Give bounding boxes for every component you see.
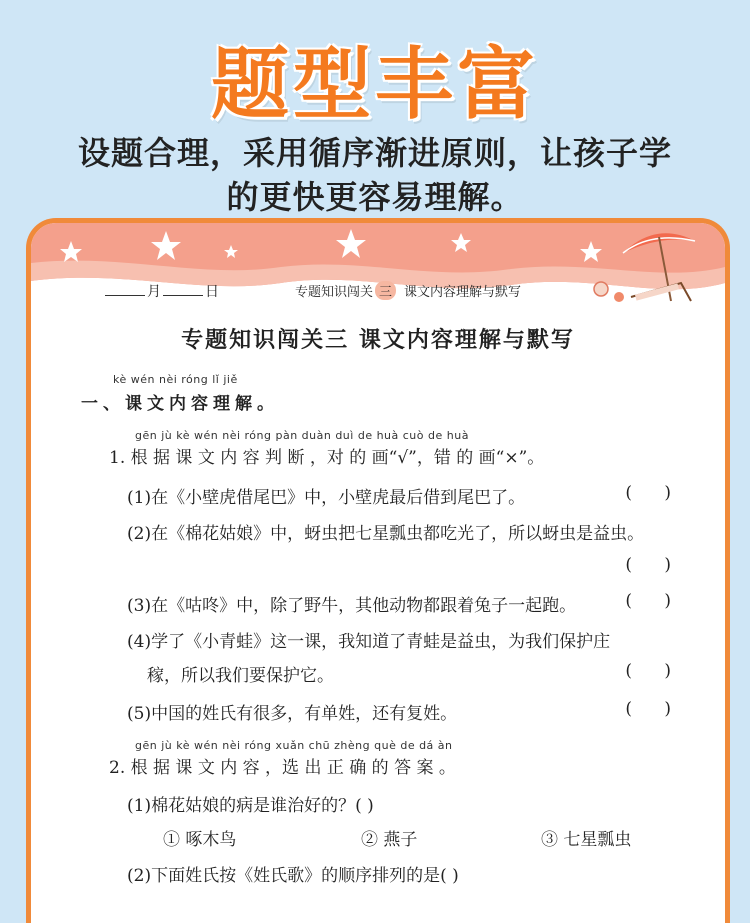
q1-pinyin: gēn jù kè wén nèi róng pàn duàn duì de huà cuò de huà <box>135 429 469 442</box>
section-pinyin: kè wén nèi róng lǐ jiě <box>113 373 238 386</box>
option-3[interactable]: ③ 七星瓢虫 <box>541 830 632 850</box>
q1-item-4-cont: 稼，所以我们要保护它。 <box>147 666 334 686</box>
q1-item-1: (1)在《小壁虎借尾巴》中，小壁虎最后借到尾巴了。 <box>127 488 526 508</box>
answer-box-4[interactable]: ( ) <box>625 661 671 681</box>
date-line <box>103 281 219 301</box>
topic-header <box>295 281 521 300</box>
question-2: 2. 根 据 课 文 内 容 ，选 出 正 确 的 答 案 。 <box>109 758 456 778</box>
topic-suffix: 课文内容理解与默写 <box>404 285 522 300</box>
answer-box-1[interactable]: ( ) <box>625 483 671 503</box>
answer-box-3[interactable]: ( ) <box>625 591 671 611</box>
banner-decoration <box>31 223 725 318</box>
option-1[interactable]: ① 啄木鸟 <box>163 830 237 850</box>
subtitle-line-2: 的更快更容易理解。 <box>226 178 524 216</box>
day-blank <box>163 295 203 296</box>
answer-box-2[interactable]: ( ) <box>625 555 671 575</box>
topic-number-badge: 三 <box>375 281 396 300</box>
subtitle-line-1: 设题合理，采用循序渐进原则，让孩子学 <box>77 134 672 172</box>
question-1: 1. 根 据 课 文 内 容 判 断 ，对 的 画“√”，错 的 画“×”。 <box>109 448 545 468</box>
answer-box-5[interactable]: ( ) <box>625 699 671 719</box>
worksheet-title: 专题知识闯关三 课文内容理解与默写 <box>181 328 575 353</box>
q1-item-4: (4)学了《小青蛙》这一课，我知道了青蛙是益虫，为我们保护庄 <box>127 632 611 652</box>
q1-item-3: (3)在《咕咚》中，除了野牛，其他动物都跟着兔子一起跑。 <box>127 596 577 616</box>
q2-pinyin: gēn jù kè wén nèi róng xuǎn chū zhèng què de dá àn <box>135 739 453 752</box>
q2-item-1: (1)棉花姑娘的病是谁治好的？( ) <box>127 796 374 816</box>
q1-item-2: (2)在《棉花姑娘》中，蚜虫把七星瓢虫都吃光了，所以蚜虫是益虫。 <box>127 524 645 544</box>
q2-item-2: (2)下面姓氏按《姓氏歌》的顺序排列的是( ) <box>127 866 459 886</box>
headline: 题型丰富 <box>210 40 539 130</box>
month-label: 月 <box>147 284 161 300</box>
month-blank <box>105 295 145 296</box>
q1-item-5: (5)中国的姓氏有很多，有单姓，还有复姓。 <box>127 704 458 724</box>
option-2[interactable]: ② 燕子 <box>361 830 418 850</box>
worksheet-card <box>26 218 730 923</box>
section-heading: 一、课文内容理解。 <box>81 394 279 414</box>
topic-prefix: 专题知识闯关 <box>295 285 374 300</box>
day-label: 日 <box>205 284 219 300</box>
